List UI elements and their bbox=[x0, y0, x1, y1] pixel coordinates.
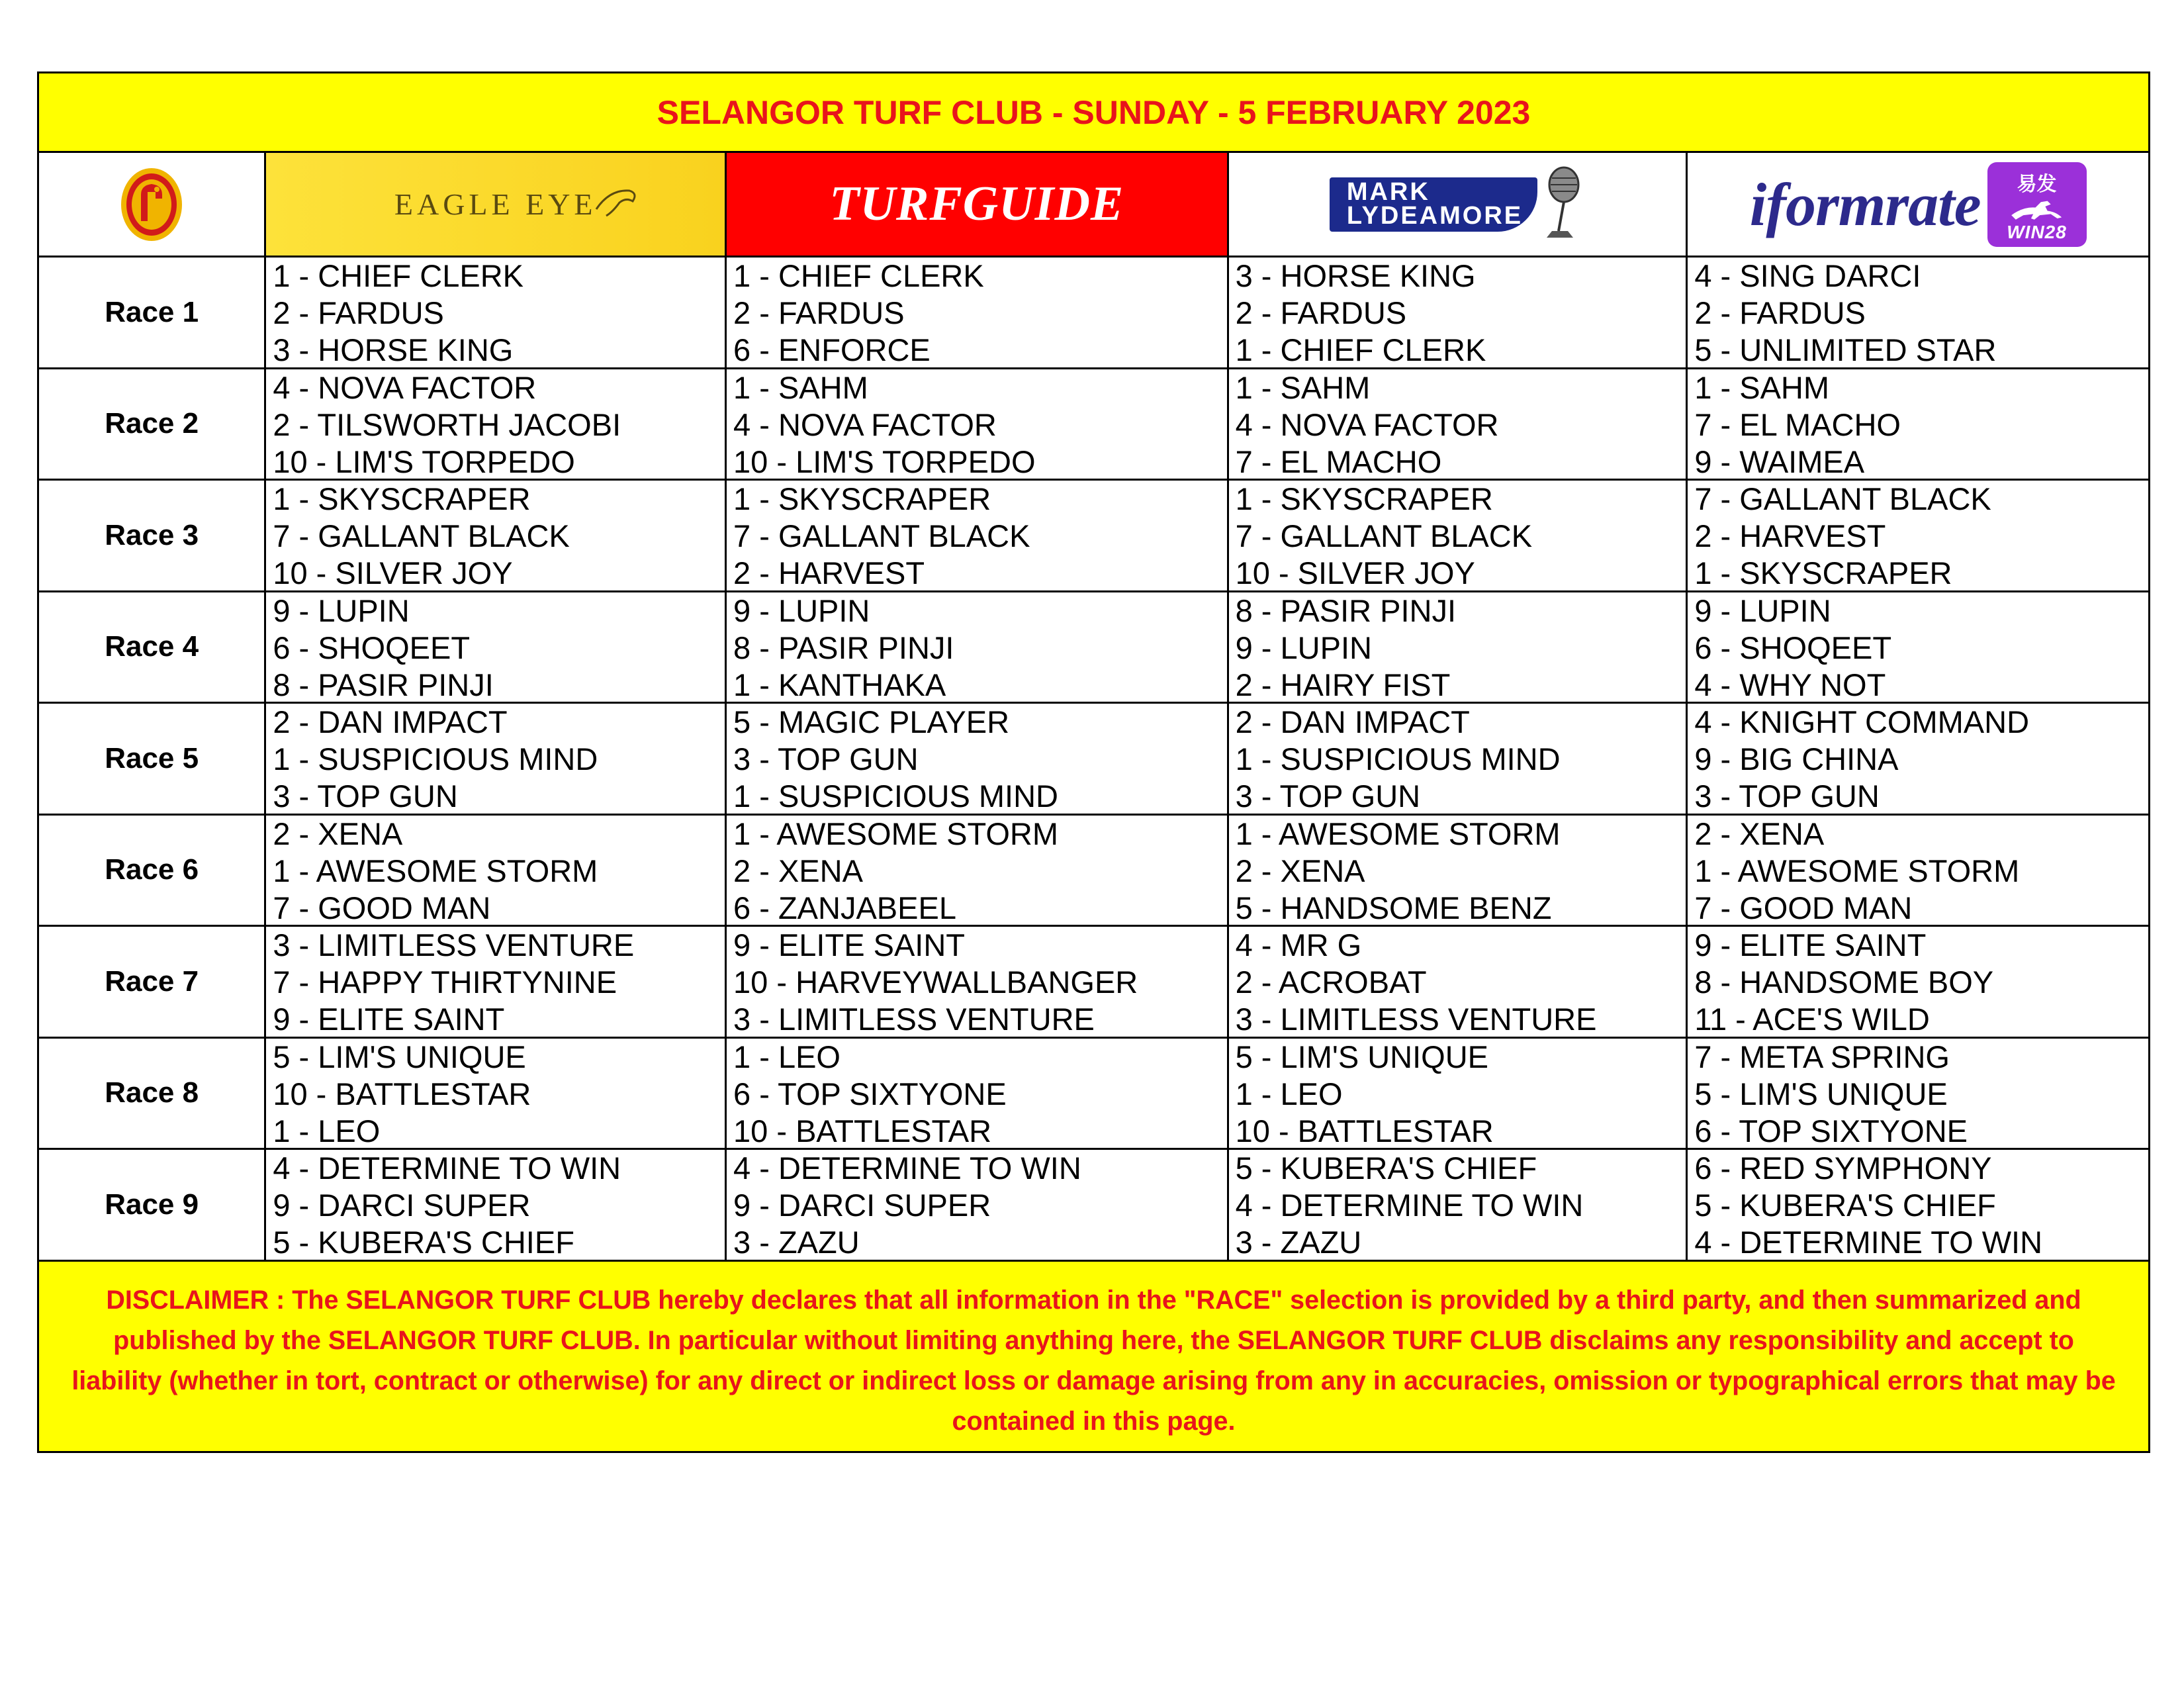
pick-entry: 7 - EL MACHO bbox=[1235, 444, 1442, 479]
pick-entry: 9 - DARCI SUPER bbox=[733, 1188, 991, 1223]
pick-entry: 7 - META SPRING bbox=[1694, 1039, 1950, 1074]
pick-entry: 5 - UNLIMITED STAR bbox=[1694, 332, 1997, 367]
pick-entry: 4 - NOVA FACTOR bbox=[273, 369, 537, 405]
iformrate-picks-cell bbox=[1688, 1039, 2148, 1149]
turfguide-picks-cell bbox=[727, 592, 1229, 702]
pick-entry: 1 - AWESOME STORM bbox=[1235, 816, 1561, 851]
race-label: Race 4 bbox=[39, 592, 266, 702]
eagle-eye-logo-cell bbox=[266, 153, 727, 256]
pick-entry: 5 - KUBERA'S CHIEF bbox=[1235, 1150, 1537, 1186]
pick-entry: 4 - NOVA FACTOR bbox=[733, 406, 997, 442]
pick-entry: 6 - ZANJABEEL bbox=[733, 890, 956, 925]
race-row bbox=[39, 258, 2148, 369]
pick-entry: 10 - HARVEYWALLBANGER bbox=[733, 964, 1138, 1000]
pick-entry: 1 - SAHM bbox=[733, 369, 868, 405]
eagle-eye-picks-cell bbox=[266, 369, 727, 479]
mark-lydeamore-picks-cell bbox=[1229, 481, 1688, 590]
turfguide-picks-cell bbox=[727, 369, 1229, 479]
pick-entry: 2 - DAN IMPACT bbox=[273, 704, 508, 739]
pick-entry: 2 - XENA bbox=[733, 853, 863, 888]
pick-entry: 4 - DETERMINE TO WIN bbox=[273, 1150, 621, 1186]
pick-entry: 10 - BATTLESTAR bbox=[733, 1113, 992, 1148]
pick-entry: 1 - SKYSCRAPER bbox=[1694, 555, 1952, 590]
eagle-eye-picks-cell bbox=[266, 704, 727, 814]
pick-entry: 1 - SAHM bbox=[1694, 369, 1830, 405]
disclaimer-box bbox=[39, 1262, 2148, 1451]
pick-entry: 7 - EL MACHO bbox=[1694, 406, 1901, 442]
pick-entry: 5 - LIM'S UNIQUE bbox=[273, 1039, 526, 1074]
race-row bbox=[39, 816, 2148, 927]
pick-entry: 9 - LUPIN bbox=[1694, 592, 1831, 628]
mark-lydeamore-picks-cell bbox=[1229, 816, 1688, 925]
pick-entry: 10 - SILVER JOY bbox=[1235, 555, 1475, 590]
pick-entry: 10 - BATTLESTAR bbox=[1235, 1113, 1494, 1148]
pick-entry: 8 - PASIR PINJI bbox=[273, 667, 494, 702]
pick-entry: 9 - LUPIN bbox=[273, 592, 410, 628]
tipster-logo-row bbox=[39, 153, 2148, 258]
pick-entry: 3 - TOP GUN bbox=[1694, 778, 1880, 814]
pick-entry: 7 - GALLANT BLACK bbox=[1694, 481, 1991, 516]
microphone-icon bbox=[1532, 165, 1585, 244]
pick-entry: 2 - XENA bbox=[1694, 816, 1825, 851]
pick-entry: 4 - MR G bbox=[1235, 927, 1362, 962]
racehorse-icon bbox=[2001, 197, 2073, 222]
win28-text: WIN28 bbox=[2007, 221, 2067, 242]
pick-entry: 9 - ELITE SAINT bbox=[1694, 927, 1927, 962]
iformrate-picks-cell bbox=[1688, 927, 2148, 1037]
pick-entry: 2 - XENA bbox=[273, 816, 403, 851]
pick-entry: 3 - ZAZU bbox=[733, 1225, 860, 1260]
turfguide-logo-cell bbox=[727, 153, 1229, 256]
pick-entry: 1 - LEO bbox=[733, 1039, 841, 1074]
pick-entry: 2 - FARDUS bbox=[1694, 295, 1866, 330]
pick-entry: 7 - GOOD MAN bbox=[1694, 890, 1913, 925]
race-selection-table bbox=[39, 258, 2148, 1262]
club-logo-cell bbox=[39, 153, 266, 256]
iformrate-picks-cell bbox=[1688, 369, 2148, 479]
turfguide-picks-cell bbox=[727, 258, 1229, 367]
iformrate-picks-cell bbox=[1688, 704, 2148, 814]
pick-entry: 3 - TOP GUN bbox=[1235, 778, 1421, 814]
pick-entry: 3 - ZAZU bbox=[1235, 1225, 1362, 1260]
pick-entry: 2 - HAIRY FIST bbox=[1235, 667, 1451, 702]
eagle-eye-picks-cell bbox=[266, 1150, 727, 1260]
iformrate-picks-cell bbox=[1688, 1150, 2148, 1260]
pick-entry: 1 - LEO bbox=[1235, 1076, 1343, 1111]
turfguide-picks-cell bbox=[727, 816, 1229, 925]
pick-entry: 1 - CHIEF CLERK bbox=[273, 258, 524, 293]
iformrate-logo-cell bbox=[1688, 153, 2148, 256]
pick-entry: 3 - LIMITLESS VENTURE bbox=[273, 927, 635, 962]
club-crest-icon bbox=[118, 165, 185, 244]
mark-lydeamore-picks-cell bbox=[1229, 704, 1688, 814]
pick-entry: 3 - LIMITLESS VENTURE bbox=[733, 1002, 1095, 1037]
pick-entry: 10 - LIM'S TORPEDO bbox=[273, 444, 575, 479]
pick-entry: 1 - SKYSCRAPER bbox=[733, 481, 991, 516]
race-row bbox=[39, 927, 2148, 1039]
mark-lydeamore-picks-cell bbox=[1229, 1150, 1688, 1260]
eagle-eye-picks-cell bbox=[266, 816, 727, 925]
pick-entry: 2 - FARDUS bbox=[1235, 295, 1407, 330]
turfguide-picks-cell bbox=[727, 1039, 1229, 1149]
pick-entry: 8 - PASIR PINJI bbox=[1235, 592, 1457, 628]
mark-lydeamore-picks-cell bbox=[1229, 592, 1688, 702]
eagle-eye-picks-cell bbox=[266, 592, 727, 702]
pick-entry: 4 - DETERMINE TO WIN bbox=[733, 1150, 1081, 1186]
pick-entry: 2 - TILSWORTH JACOBI bbox=[273, 406, 621, 442]
mark-lydeamore-picks-cell bbox=[1229, 927, 1688, 1037]
eagle-eye-picks-cell bbox=[266, 1039, 727, 1149]
mark-lydeamore-picks-cell bbox=[1229, 258, 1688, 367]
mark-lydeamore-line1: MARK bbox=[1346, 177, 1430, 206]
pick-entry: 2 - XENA bbox=[1235, 853, 1365, 888]
iformrate-picks-cell bbox=[1688, 258, 2148, 367]
turfguide-logo: TURFGUIDE bbox=[829, 177, 1124, 231]
pick-entry: 1 - KANTHAKA bbox=[733, 667, 946, 702]
pick-entry: 1 - AWESOME STORM bbox=[733, 816, 1058, 851]
pick-entry: 9 - LUPIN bbox=[733, 592, 870, 628]
eagle-head-icon bbox=[593, 183, 639, 222]
turfguide-picks-cell bbox=[727, 481, 1229, 590]
pick-entry: 6 - SHOQEET bbox=[273, 630, 471, 665]
race-label: Race 1 bbox=[39, 258, 266, 367]
iformrate-picks-cell bbox=[1688, 816, 2148, 925]
pick-entry: 2 - ACROBAT bbox=[1235, 964, 1427, 1000]
pick-entry: 6 - SHOQEET bbox=[1694, 630, 1892, 665]
iformrate-picks-cell bbox=[1688, 592, 2148, 702]
mark-lydeamore-picks-cell bbox=[1229, 1039, 1688, 1149]
pick-entry: 7 - HAPPY THIRTYNINE bbox=[273, 964, 617, 1000]
pick-entry: 6 - TOP SIXTYONE bbox=[733, 1076, 1007, 1111]
pick-entry: 2 - DAN IMPACT bbox=[1235, 704, 1470, 739]
iformrate-picks-cell bbox=[1688, 481, 2148, 590]
pick-entry: 7 - GALLANT BLACK bbox=[273, 518, 570, 553]
pick-entry: 4 - SING DARCI bbox=[1694, 258, 1921, 293]
pick-entry: 2 - HARVEST bbox=[1694, 518, 1886, 553]
race-row bbox=[39, 369, 2148, 481]
eagle-eye-logo: EAGLE EYE bbox=[394, 187, 597, 221]
pick-entry: 6 - ENFORCE bbox=[733, 332, 931, 367]
pick-entry: 1 - AWESOME STORM bbox=[273, 853, 598, 888]
disclaimer-text: DISCLAIMER : The SELANGOR TURF CLUB hereby declares that all information in the "RACE" selection is provided by a third party, and then summarized and published by the SELANGOR TURF CLUB. In particular without limiting anything here, the SELANGOR TURF CLUB disclaims any responsibility and accept to liability (whether in tort, contract or otherwise) for any direct or indirect loss or damage arising from any in accuracies, omission or typographical errors that may be contained in this page. bbox=[71, 1286, 2116, 1436]
turfguide-picks-cell bbox=[727, 927, 1229, 1037]
pick-entry: 9 - ELITE SAINT bbox=[733, 927, 966, 962]
pick-entry: 10 - BATTLESTAR bbox=[273, 1076, 531, 1111]
pick-entry: 8 - HANDSOME BOY bbox=[1694, 964, 1994, 1000]
pick-entry: 3 - HORSE KING bbox=[273, 332, 514, 367]
race-label: Race 2 bbox=[39, 369, 266, 479]
turfguide-picks-cell bbox=[727, 1150, 1229, 1260]
pick-entry: 5 - HANDSOME BENZ bbox=[1235, 890, 1552, 925]
pick-entry: 1 - SUSPICIOUS MIND bbox=[733, 778, 1058, 814]
pick-entry: 3 - TOP GUN bbox=[733, 741, 919, 776]
eagle-eye-picks-cell bbox=[266, 258, 727, 367]
pick-entry: 9 - DARCI SUPER bbox=[273, 1188, 531, 1223]
pick-entry: 1 - SUSPICIOUS MIND bbox=[273, 741, 598, 776]
pick-entry: 5 - KUBERA'S CHIEF bbox=[1694, 1188, 1996, 1223]
race-row bbox=[39, 592, 2148, 704]
pick-entry: 1 - SKYSCRAPER bbox=[1235, 481, 1493, 516]
race-label: Race 6 bbox=[39, 816, 266, 925]
pick-entry: 7 - GALLANT BLACK bbox=[733, 518, 1030, 553]
pick-entry: 4 - NOVA FACTOR bbox=[1235, 406, 1499, 442]
turfguide-picks-cell bbox=[727, 704, 1229, 814]
win28-chinese-text: 易发 bbox=[2017, 173, 2057, 195]
pick-entry: 2 - FARDUS bbox=[733, 295, 905, 330]
pick-entry: 6 - TOP SIXTYONE bbox=[1694, 1113, 1968, 1148]
pick-entry: 1 - CHIEF CLERK bbox=[1235, 332, 1486, 367]
race-label: Race 9 bbox=[39, 1150, 266, 1260]
pick-entry: 5 - KUBERA'S CHIEF bbox=[273, 1225, 574, 1260]
pick-entry: 3 - HORSE KING bbox=[1235, 258, 1476, 293]
tips-sheet bbox=[37, 71, 2150, 1453]
pick-entry: 1 - SUSPICIOUS MIND bbox=[1235, 741, 1561, 776]
race-label: Race 8 bbox=[39, 1039, 266, 1149]
race-row bbox=[39, 704, 2148, 816]
pick-entry: 5 - LIM'S UNIQUE bbox=[1235, 1039, 1489, 1074]
pick-entry: 4 - KNIGHT COMMAND bbox=[1694, 704, 2030, 739]
iformrate-logo: iformrate bbox=[1749, 170, 1981, 238]
pick-entry: 1 - AWESOME STORM bbox=[1694, 853, 2020, 888]
race-label: Race 7 bbox=[39, 927, 266, 1037]
pick-entry: 4 - DETERMINE TO WIN bbox=[1235, 1188, 1584, 1223]
pick-entry: 7 - GOOD MAN bbox=[273, 890, 491, 925]
mark-lydeamore-logo bbox=[1330, 177, 1537, 232]
pick-entry: 3 - LIMITLESS VENTURE bbox=[1235, 1002, 1597, 1037]
pick-entry: 5 - LIM'S UNIQUE bbox=[1694, 1076, 1948, 1111]
pick-entry: 2 - FARDUS bbox=[273, 295, 444, 330]
mark-lydeamore-line2: LYDEAMORE bbox=[1346, 201, 1524, 230]
mark-lydeamore-logo-cell bbox=[1229, 153, 1688, 256]
pick-entry: 9 - WAIMEA bbox=[1694, 444, 1865, 479]
page-title: SELANGOR TURF CLUB - SUNDAY - 5 FEBRUARY 2023 bbox=[657, 93, 1531, 131]
pick-entry: 10 - LIM'S TORPEDO bbox=[733, 444, 1036, 479]
pick-entry: 3 - TOP GUN bbox=[273, 778, 458, 814]
pick-entry: 9 - ELITE SAINT bbox=[273, 1002, 505, 1037]
pick-entry: 4 - WHY NOT bbox=[1694, 667, 1886, 702]
pick-entry: 8 - PASIR PINJI bbox=[733, 630, 954, 665]
race-row bbox=[39, 1039, 2148, 1150]
pick-entry: 1 - SAHM bbox=[1235, 369, 1371, 405]
eagle-eye-picks-cell bbox=[266, 481, 727, 590]
pick-entry: 1 - SKYSCRAPER bbox=[273, 481, 531, 516]
race-label: Race 3 bbox=[39, 481, 266, 590]
pick-entry: 10 - SILVER JOY bbox=[273, 555, 513, 590]
mark-lydeamore-picks-cell bbox=[1229, 369, 1688, 479]
win28-badge bbox=[1987, 162, 2087, 247]
pick-entry: 7 - GALLANT BLACK bbox=[1235, 518, 1533, 553]
eagle-eye-picks-cell bbox=[266, 927, 727, 1037]
race-row bbox=[39, 481, 2148, 592]
pick-entry: 9 - LUPIN bbox=[1235, 630, 1372, 665]
pick-entry: 1 - CHIEF CLERK bbox=[733, 258, 984, 293]
pick-entry: 5 - MAGIC PLAYER bbox=[733, 704, 1010, 739]
title-bar bbox=[39, 73, 2148, 153]
race-row bbox=[39, 1150, 2148, 1262]
pick-entry: 11 - ACE'S WILD bbox=[1694, 1002, 1930, 1037]
pick-entry: 1 - LEO bbox=[273, 1113, 381, 1148]
race-label: Race 5 bbox=[39, 704, 266, 814]
pick-entry: 4 - DETERMINE TO WIN bbox=[1694, 1225, 2043, 1260]
pick-entry: 6 - RED SYMPHONY bbox=[1694, 1150, 1992, 1186]
pick-entry: 9 - BIG CHINA bbox=[1694, 741, 1899, 776]
pick-entry: 2 - HARVEST bbox=[733, 555, 925, 590]
